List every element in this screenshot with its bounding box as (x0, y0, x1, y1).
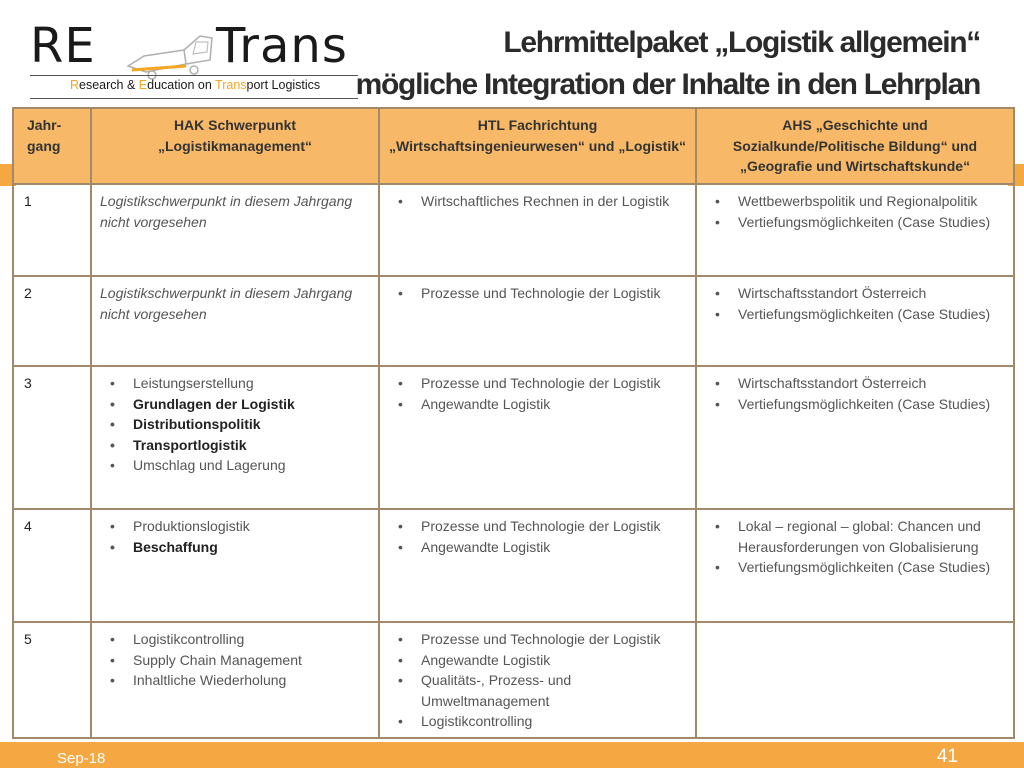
page-number: 41 (936, 746, 958, 767)
cell-htl (379, 366, 696, 509)
cell-hak (91, 366, 379, 509)
list-item: • Angewandte Logistik (388, 394, 687, 415)
list-item: • Transportlogistik (100, 435, 370, 456)
bullet-list (705, 283, 1005, 324)
cell-ahs (696, 509, 1014, 622)
retrans-logo (30, 18, 360, 98)
cell-ahs (696, 366, 1014, 509)
logo-trans-text: Trans (216, 18, 348, 74)
list-item: • Vertiefungsmöglichkeiten (Case Studies) (705, 304, 1005, 325)
list-item: • Prozesse und Technologie der Logistik (388, 516, 687, 537)
list-item: • Beschaffung (100, 537, 370, 558)
bullet-list (705, 516, 1005, 578)
cell-hak (91, 184, 379, 276)
logo-subtitle-r: R (70, 78, 80, 92)
bullet-list (388, 373, 687, 414)
list-item: • Wirtschaftsstandort Österreich (705, 283, 1005, 304)
bullet-list (100, 373, 370, 476)
list-item: • Vertiefungsmöglichkeiten (Case Studies) (705, 394, 1005, 415)
cell-ahs (696, 184, 1014, 276)
bullet-list (100, 629, 370, 691)
hak-note: Logistikschwerpunkt in diesem Jahrgang nicht vorgesehen (100, 285, 353, 322)
logo-re-text: RE (30, 18, 96, 74)
list-item: • Angewandte Logistik (388, 650, 687, 671)
hak-note: Logistikschwerpunkt in diesem Jahrgang nicht vorgesehen (100, 193, 353, 230)
cell-htl (379, 509, 696, 622)
list-item: • Qualitäts-, Prozess- und Umweltmanagement (388, 670, 687, 711)
cell-hak (91, 509, 379, 622)
cell-year: 4 (13, 509, 91, 622)
list-item: • Wirtschaftsstandort Österreich (705, 373, 1005, 394)
list-item: • Supply Chain Management (100, 650, 370, 671)
bullet-list (388, 516, 687, 557)
list-item: • Lokal – regional – global: Chancen und Herausforderungen von Globalisierung (705, 516, 1005, 557)
cell-hak (91, 622, 379, 738)
list-item: • Vertiefungsmöglichkeiten (Case Studies) (705, 212, 1005, 233)
bullet-list (100, 516, 370, 557)
bullet-list (705, 373, 1005, 414)
list-item: • Grundlagen der Logistik (100, 394, 370, 415)
logo-subtitle-trans: Trans (215, 78, 247, 92)
logo-subtitle-part: esearch & (79, 78, 139, 92)
table-row (13, 276, 1014, 366)
curriculum-table (12, 107, 1015, 739)
list-item: • Leistungserstellung (100, 373, 370, 394)
cell-ahs (696, 622, 1014, 738)
bullet-list (705, 191, 1005, 232)
table-row (13, 366, 1014, 509)
table-header-row (13, 108, 1014, 184)
logo-divider-bottom (30, 98, 358, 99)
cell-ahs (696, 276, 1014, 366)
list-item: • Distributionspolitik (100, 414, 370, 435)
table-row (13, 509, 1014, 622)
title-line-2: mögliche Integration der Inhalte in den Lehrplan (355, 68, 980, 101)
list-item: • Prozesse und Technologie der Logistik (388, 283, 687, 304)
logo-subtitle-e: E (138, 78, 148, 92)
list-item: • Wirtschaftliches Rechnen in der Logistik (388, 191, 687, 212)
cell-year: 3 (13, 366, 91, 509)
bullet-list (388, 191, 687, 212)
header-year: Jahr-gang (13, 108, 91, 184)
logo-subtitle-part: port Logistics (246, 78, 321, 92)
list-item: • Logistikcontrolling (100, 629, 370, 650)
cell-htl (379, 622, 696, 738)
bullet-list (388, 629, 687, 732)
header-ahs: AHS „Geschichte und Sozialkunde/Politische Bildung“ und „Geografie und Wirtschaftskunde“ (696, 108, 1014, 184)
list-item: • Inhaltliche Wiederholung (100, 670, 370, 691)
logo-divider-top (30, 75, 358, 76)
list-item: • Logistikcontrolling (388, 711, 687, 732)
table-row (13, 622, 1014, 738)
list-item: • Umschlag und Lagerung (100, 455, 370, 476)
cell-hak (91, 276, 379, 366)
header-hak: HAK Schwerpunkt „Logistikmanagement“ (91, 108, 379, 184)
header-htl: HTL Fachrichtung „Wirtschaftsingenieurwesen“ und „Logistik“ (379, 108, 696, 184)
list-item: • Angewandte Logistik (388, 537, 687, 558)
cell-year: 5 (13, 622, 91, 738)
list-item: • Produktionslogistik (100, 516, 370, 537)
footer-bar (0, 742, 1024, 768)
logo-subtitle-part: ducation on (147, 78, 216, 92)
bullet-list (388, 283, 687, 304)
list-item: • Wettbewerbspolitik und Regionalpolitik (705, 191, 1005, 212)
logo-subtitle (70, 78, 320, 92)
list-item: • Prozesse und Technologie der Logistik (388, 373, 687, 394)
cell-htl (379, 184, 696, 276)
list-item: • Prozesse und Technologie der Logistik (388, 629, 687, 650)
table-row (13, 184, 1014, 276)
title-line-1: Lehrmittelpaket „Logistik allgemein“ (503, 26, 980, 59)
cell-year: 1 (13, 184, 91, 276)
cell-htl (379, 276, 696, 366)
cell-year: 2 (13, 276, 91, 366)
slide-title (356, 22, 980, 106)
list-item: • Vertiefungsmöglichkeiten (Case Studies) (705, 557, 1005, 578)
footer-date: Sep-18 (57, 750, 106, 767)
